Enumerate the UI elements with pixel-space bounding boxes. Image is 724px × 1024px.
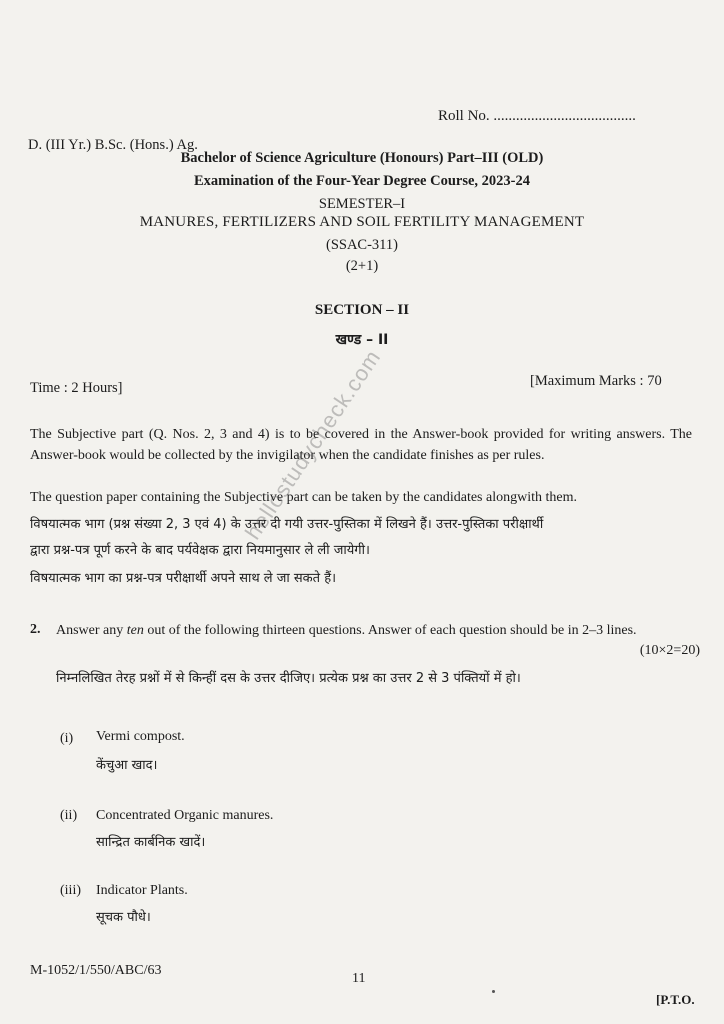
section-heading: SECTION – II: [314, 302, 410, 318]
ink-dot: [492, 990, 495, 993]
sub-question-hindi: सान्द्रित कार्बनिक खादें।: [96, 835, 206, 850]
footer-paper-code: M-1052/1/550/ABC/63: [30, 963, 162, 978]
sub-question-hindi: केंचुआ खाद।: [96, 758, 158, 773]
instructions-english-line2: The question paper containing the Subjective part can be taken by the candidates alongwith them.: [30, 490, 577, 505]
please-turn-over: [P.T.O.: [656, 992, 695, 1007]
question-text-end: out of the following thirteen questions. Answer of each question should be in 2–3 lines.: [143, 623, 637, 638]
semester: SEMESTER–I: [318, 196, 406, 212]
degree-title: Bachelor of Science Agriculture (Honours) Part–III (OLD): [180, 150, 544, 166]
question-text-emphasis: ten: [126, 623, 144, 638]
watermark: hellostudycheck.com: [240, 344, 386, 544]
page-number: 11: [352, 971, 366, 986]
section-heading-hindi: खण्ड – II: [335, 332, 389, 348]
sub-question-english: Concentrated Organic manures.: [96, 808, 274, 823]
instructions-hindi-line3: विषयात्मक भाग का प्रश्न-पत्र परीक्षार्थी अपने साथ ले जा सकते हैं।: [30, 571, 337, 586]
question-text-start: Answer any: [56, 623, 127, 638]
instructions-hindi-line2: द्वारा प्रश्न-पत्र पूर्ण करने के बाद पर्यवेक्षक द्वारा नियमानुसार ले ली जायेगी।: [30, 543, 370, 558]
course-code: (SSAC-311): [326, 237, 398, 253]
paper-code: D. (III Yr.) B.Sc. (Hons.) Ag.: [28, 137, 198, 153]
sub-question-number: (ii): [60, 808, 78, 823]
sub-question-english: Vermi compost.: [96, 729, 185, 744]
instructions-hindi-line1: विषयात्मक भाग (प्रश्न संख्या 2, 3 एवं 4) के उत्तर दी गयी उत्तर-पुस्तिका में लिखने हैं। उत्तर-पुस्तिका परीक्षार्थी: [30, 517, 544, 532]
question-marks: (10×2=20): [639, 643, 700, 658]
sub-question-number: (iii): [60, 883, 81, 898]
maximum-marks: [Maximum Marks : 70: [530, 373, 662, 389]
exam-title: Examination of the Four-Year Degree Course, 2023-24: [194, 173, 530, 189]
question-text: [56, 620, 698, 642]
sub-question-number: (i): [60, 731, 74, 746]
credits: (2+1): [345, 258, 379, 274]
instructions-english: The Subjective part (Q. Nos. 2, 3 and 4) is to be covered in the Answer-book provided for writing answers. The Answer-book would be collected by the invigilator when the candidate finishes as per rules.: [30, 427, 692, 463]
roll-number: Roll No. ......................................: [438, 108, 636, 124]
subject-title: MANURES, FERTILIZERS AND SOIL FERTILITY MANAGEMENT: [139, 214, 585, 230]
question-number: 2.: [30, 622, 41, 637]
sub-question-english: Indicator Plants.: [96, 883, 188, 898]
sub-question-hindi: सूचक पौधे।: [96, 910, 151, 925]
question-hindi: निम्नलिखित तेरह प्रश्नों में से किन्हीं दस के उत्तर दीजिए। प्रत्येक प्रश्न का उत्तर 2 से 3 पंक्तियों में हो।: [56, 671, 521, 686]
time-allowed: Time : 2 Hours]: [30, 380, 123, 396]
